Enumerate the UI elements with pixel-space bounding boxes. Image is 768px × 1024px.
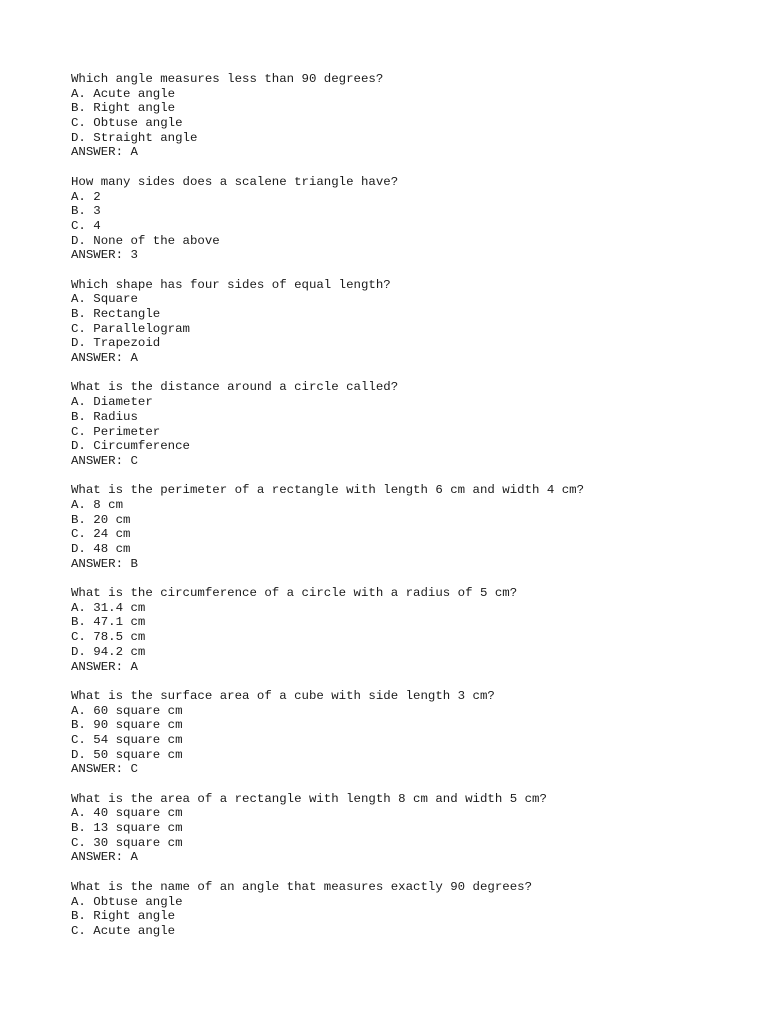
- answer-option: A. Acute angle: [71, 86, 176, 101]
- answer-option: D. 94.2 cm: [71, 644, 146, 659]
- answer-option: D. Circumference: [71, 439, 190, 454]
- question-block: [71, 689, 751, 777]
- answer-key: ANSWER: A: [71, 850, 138, 865]
- answer-option: A. Square: [71, 292, 138, 307]
- answer-option: C. Acute angle: [71, 923, 176, 938]
- quiz-document: [71, 72, 751, 953]
- question-text: What is the distance around a circle called?: [71, 380, 399, 395]
- question-block: [71, 483, 751, 571]
- answer-option: D. Trapezoid: [71, 336, 161, 351]
- answer-option: A. 40 square cm: [71, 806, 183, 821]
- answer-key: ANSWER: A: [71, 145, 138, 160]
- answer-option: B. Radius: [71, 409, 138, 424]
- question-text: What is the surface area of a cube with side length 3 cm?: [71, 688, 495, 703]
- answer-option: D. 50 square cm: [71, 747, 183, 762]
- question-text: What is the perimeter of a rectangle with length 6 cm and width 4 cm?: [71, 483, 585, 498]
- question-text: What is the name of an angle that measures exactly 90 degrees?: [71, 879, 533, 894]
- answer-option: B. 13 square cm: [71, 821, 183, 836]
- answer-key: ANSWER: A: [71, 351, 138, 366]
- answer-option: C. 54 square cm: [71, 732, 183, 747]
- answer-option: A. 60 square cm: [71, 703, 183, 718]
- answer-option: A. Obtuse angle: [71, 894, 183, 909]
- answer-option: C. 24 cm: [71, 527, 131, 542]
- answer-option: C. 78.5 cm: [71, 630, 146, 645]
- answer-option: B. 20 cm: [71, 512, 131, 527]
- answer-option: B. 90 square cm: [71, 718, 183, 733]
- answer-key: ANSWER: A: [71, 659, 138, 674]
- answer-option: A. 2: [71, 189, 101, 204]
- answer-option: A. 8 cm: [71, 497, 124, 512]
- question-text: What is the area of a rectangle with length 8 cm and width 5 cm?: [71, 791, 547, 806]
- answer-key: ANSWER: 3: [71, 248, 138, 263]
- answer-option: C. Obtuse angle: [71, 116, 183, 131]
- answer-option: B. 3: [71, 204, 101, 219]
- answer-option: A. Diameter: [71, 395, 153, 410]
- question-block: [71, 792, 751, 865]
- question-text: Which angle measures less than 90 degrees?: [71, 72, 384, 86]
- answer-option: D. Straight angle: [71, 130, 198, 145]
- question-text: How many sides does a scalene triangle have?: [71, 174, 399, 189]
- question-block: [71, 72, 751, 160]
- answer-key: ANSWER: C: [71, 453, 138, 468]
- question-block: [71, 278, 751, 366]
- answer-option: A. 31.4 cm: [71, 600, 146, 615]
- answer-option: B. Right angle: [71, 909, 176, 924]
- question-block: [71, 380, 751, 468]
- question-text: What is the circumference of a circle with a radius of 5 cm?: [71, 586, 518, 601]
- question-block: [71, 175, 751, 263]
- question-block: [71, 586, 751, 674]
- answer-option: D. None of the above: [71, 233, 220, 248]
- answer-option: B. Right angle: [71, 101, 176, 116]
- answer-option: B. Rectangle: [71, 307, 161, 321]
- question-text: Which shape has four sides of equal length?: [71, 277, 391, 292]
- answer-option: C. Perimeter: [71, 424, 161, 439]
- answer-option: C. Parallelogram: [71, 321, 190, 336]
- answer-option: D. 48 cm: [71, 542, 131, 556]
- answer-key: ANSWER: B: [71, 556, 138, 571]
- answer-option: C. 4: [71, 218, 101, 233]
- question-block: [71, 880, 751, 939]
- answer-key: ANSWER: C: [71, 762, 138, 777]
- answer-option: C. 30 square cm: [71, 835, 183, 850]
- answer-option: B. 47.1 cm: [71, 615, 146, 630]
